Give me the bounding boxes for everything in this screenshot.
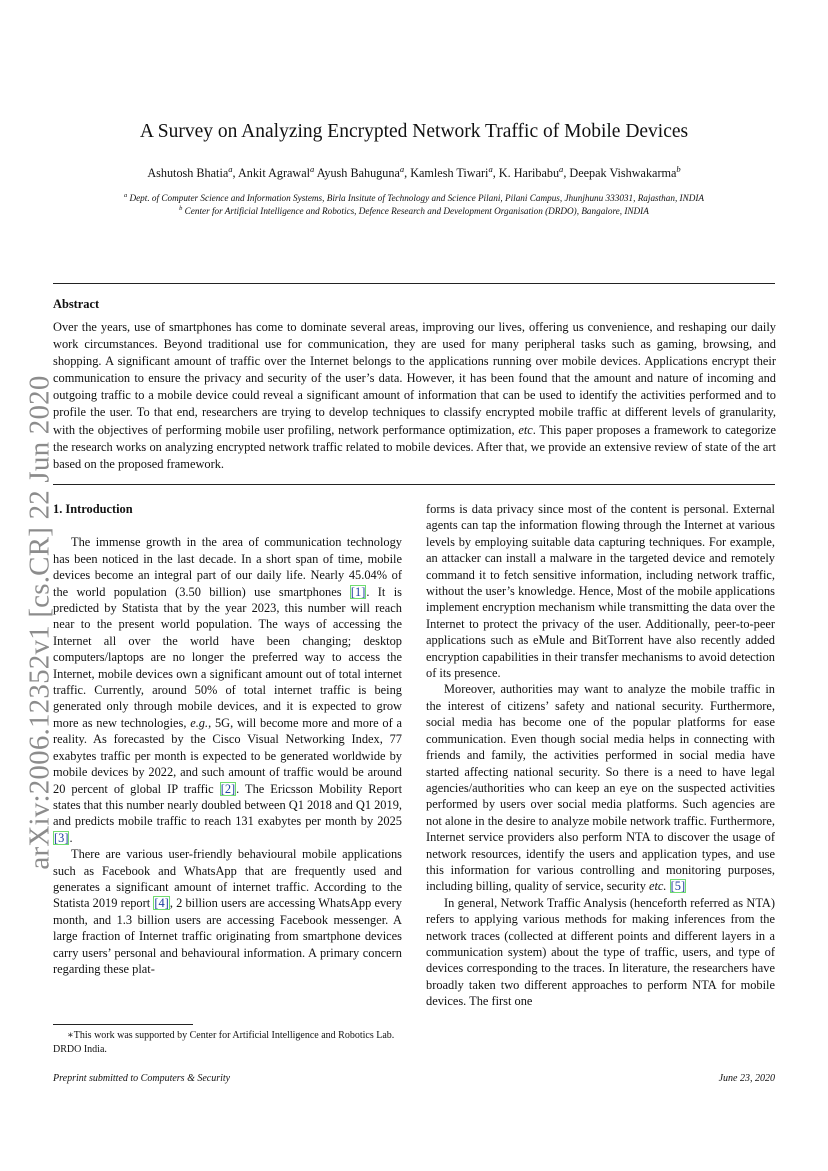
affiliation-a	[0, 193, 828, 203]
author-affil-mark: a	[228, 163, 233, 174]
paragraph-text: , 2 billion users are accessing WhatsApp every month, and 1.3 billion users are accessing Facebook messenger. A large fraction of Internet traffic originating from smartphone devices carry users’ personal and behavioural information. A primary concern regarding these plat-	[53, 896, 402, 976]
section-heading-introduction: 1. Introduction	[53, 502, 133, 516]
author-affil-mark: a	[559, 163, 564, 174]
footer-date: June 23, 2020	[718, 1073, 775, 1084]
paragraph-text: .	[69, 830, 73, 845]
abstract-etc: etc	[518, 422, 533, 437]
citation-link[interactable]: [2]	[220, 781, 236, 796]
affiliation-mark: a	[123, 191, 128, 199]
footnote-rule	[53, 1024, 193, 1025]
footer-preprint-note: Preprint submitted to Computers & Security	[53, 1073, 231, 1084]
paragraph-text: . The Ericsson Mobility Report states that this number nearly doubled between Q1 2018 and Q1 2019, and predicts mobile traffic to reach 131 exabytes per month by 2025	[53, 781, 403, 829]
intro-paragraph-4: In general, Network Traffic Analysis (henceforth referred as NTA) refers to applying various methods for making inferences from the network traces (collected at different points and different layers in a communication system) about the type of traffic, users, and type of devices corresponding to the traces. In literature, the researchers have broadly taken two different approaches to perform NTA for mobile devices. The first one	[426, 895, 775, 1009]
affiliation-text: Dept. of Computer Science and Information Systems, Birla Insitute of Technology and Science Pilani, Pilani Campus, Jhunjhunu 333031, Rajasthan, INDIA	[129, 193, 705, 203]
author-separator: ,	[404, 166, 411, 180]
intro-paragraph-3	[426, 681, 775, 894]
author: Ankit Agrawal	[237, 166, 311, 180]
emphasis-text: etc.	[648, 879, 667, 894]
author-separator: ,	[563, 166, 570, 180]
abstract-top-rule	[53, 283, 775, 284]
author-affil-mark: b	[676, 163, 681, 174]
author: K. Haribabu	[498, 166, 560, 180]
paragraph-text: Moreover, authorities may want to analyze the mobile traffic in the interest of citizens’ safety and national security. Furthermore, social media has become one of the popular platforms for ease communication. Even though social media helps in connecting with friends and family, the activities performed in social media have started affecting national security. So there is a need to have legal agencies/authorities who can keep an eye on the suspected activities performed by users over social media platforms. Such agencies are not alone in the desire to analyze mobile network traffic. Furthermore, Internet service providers also perform NTA to discover the usage of network resources, identify the users and application types, and use this information for various controlling and monitoring purposes, including billing, quality of service, security	[426, 682, 775, 894]
funding-footnote: ∗This work was supported by Center for Artificial Intelligence and Robotics Lab. DRDO India.	[53, 1030, 395, 1055]
citation-link[interactable]: [1]	[350, 584, 366, 599]
author: Ayush Bahuguna	[316, 166, 400, 180]
intro-paragraph-2	[53, 846, 402, 977]
paragraph-text: There are various user-friendly behavioural mobile applications such as Facebook and WhatsApp that are frequently used and generates a significant amount of internet traffic. According to the Statista 2019 report	[53, 847, 402, 911]
author: Deepak Vishwakarma	[569, 166, 677, 180]
author-affil-mark: a	[399, 163, 405, 174]
citation-link[interactable]: [4]	[154, 896, 169, 911]
citation-link[interactable]: [5]	[670, 879, 686, 894]
right-column	[426, 501, 775, 1010]
abstract-body	[53, 319, 776, 473]
paragraph-text: The immense growth in the area of communication technology has been noticed in the last decade. In a short span of time, mobile devices become an integral part of our daily life. Nearly 45.04% of the world population (3.50 billion) use smartphones	[53, 535, 402, 599]
emphasis-text: e.g.	[190, 715, 209, 730]
abstract-heading: Abstract	[53, 297, 100, 311]
affiliation-b	[0, 206, 828, 216]
paper-title: A Survey on Analyzing Encrypted Network Traffic of Mobile Devices	[139, 121, 689, 142]
author-separator: ,	[232, 166, 238, 180]
citation-link[interactable]: [3]	[54, 830, 69, 845]
paragraph-text: , 5G, will become more and more of a reality. As forecasted by the Cisco Visual Networking Index, 77 exabytes traffic per month is expected to be generated worldwide by mobile devices by 2022, and such amount of traffic would be around 20 percent of global IP traffic	[53, 715, 402, 796]
intro-paragraph-1	[53, 534, 402, 846]
author-list	[0, 163, 828, 181]
intro-paragraph-2-continued: forms is data privacy since most of the content is personal. External agents can tap the information flowing through the Internet at various levels by employing suitable data capturing techniques. For example, an attacker can install a malware in the targeted device and remotely command it to fetch sensitive information, including network traffic, without the user’s knowledge. Hence, Most of the mobile applications implement encryption mechanism while transmitting the data over the Internet to protect the privacy of the user. Additionally, peer-to-peer applications such as eMule and BitTorrent have also recently added encryption capabilities in their transfer mechanisms to avoid detection of its presence.	[426, 502, 775, 681]
author-separator: ,	[492, 166, 499, 180]
left-column	[53, 501, 402, 977]
abstract-text: . This paper proposes a framework to categorize the research works on analyzing encrypted network traffic related to mobile devices. After that, we provide an extensive review of state of the art based on the proposed framework.	[53, 422, 776, 471]
affiliation-mark: b	[179, 204, 183, 212]
abstract-text: Over the years, use of smartphones has come to dominate several areas, improving our lives, offering us convenience, and reshaping our daily work circumstances. Beyond traditional use for communication, they are used for many peripheral tasks such as gaming, browsing, and shopping. A significant amount of traffic over the Internet belongs to the applications running over mobile devices. Applications encrypt their communication to ensure the privacy and security of the user’s data. However, it has been found that the amount and nature of incoming and outgoing traffic to a mobile device could reveal a significant amount of information that can be used to identify the activities performed and to profile the user. To that end, researchers are trying to develop techniques to classify encrypted mobile traffic at different levels of granularity, with the objectives of performing mobile user profiling, network performance optimization,	[53, 320, 776, 437]
author: Ashutosh Bhatia	[147, 166, 229, 180]
affiliation-text: Center for Artificial Intelligence and Robotics, Defence Research and Development Organisation (DRDO), Bangalore, INDIA	[184, 206, 649, 216]
abstract-bottom-rule	[53, 484, 775, 485]
paragraph-text: . It is predicted by Statista that by the year 2023, this number will reach near to the present world population. The ways of accessing the Internet all over the world have been changing; desktop computers/laptops are no longer the preferred way to access the Internet, mobile devices own a significant amount out of total internet traffic. Currently, around 50% of total internet traffic is being generated only through mobile devices, and it is expected to grow more as new technologies,	[53, 584, 402, 730]
author-affil-mark: a	[310, 163, 315, 174]
author-affil-mark: a	[488, 163, 493, 174]
author: Kamlesh Tiwari	[410, 166, 489, 180]
arxiv-identifier-text: arXiv:2006.12352v1 [cs.CR] 22 Jun 2020	[23, 374, 56, 870]
